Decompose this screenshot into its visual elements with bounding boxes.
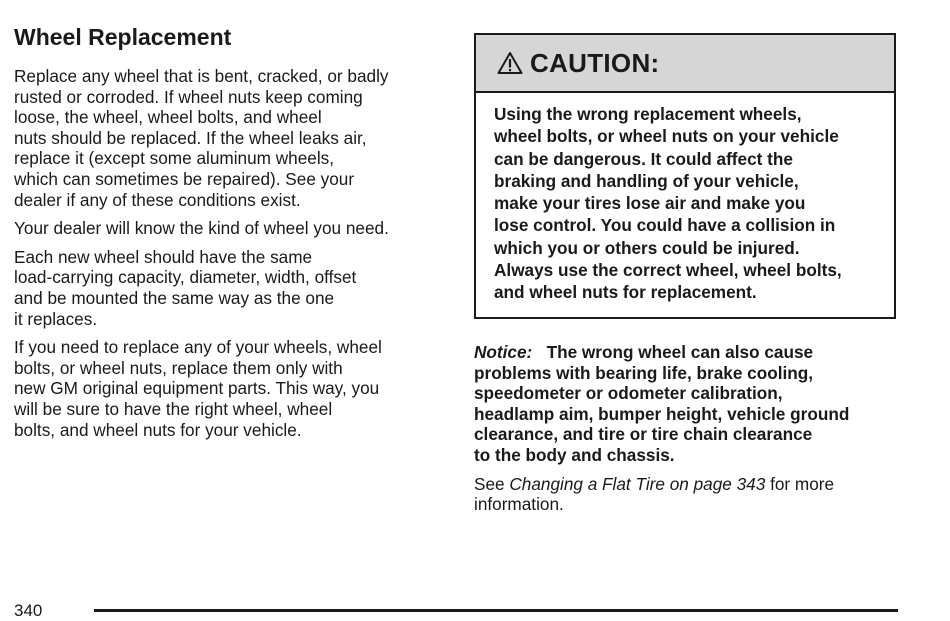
- text-line: dealer if any of these conditions exist.: [14, 189, 301, 210]
- text-line: loose, the wheel, wheel bolts, and wheel: [14, 107, 322, 128]
- text-line: it replaces.: [14, 308, 98, 329]
- paragraph-dealer: [14, 218, 444, 239]
- text-line: rusted or corroded. If wheel nuts keep coming: [14, 86, 363, 107]
- paragraph-wheel-damage: [14, 66, 444, 210]
- left-column: [14, 22, 444, 448]
- text-line: Each new wheel should have the same: [14, 246, 313, 267]
- text-line: bolts, or wheel nuts, replace them only with: [14, 357, 343, 378]
- text-line: load-carrying capacity, diameter, width, offset: [14, 267, 357, 288]
- caution-body: [476, 93, 894, 304]
- notice-line: speedometer or odometer calibration,: [474, 383, 783, 404]
- text-line: replace it (except some aluminum wheels,: [14, 148, 335, 169]
- paragraph-new-wheel-specs: [14, 247, 444, 329]
- caution-line: can be dangerous. It could affect the: [494, 148, 793, 169]
- caution-line: lose control. You could have a collision in: [494, 215, 836, 236]
- caution-line: make your tires lose air and make you: [494, 193, 806, 214]
- see-suffix: for more: [765, 473, 835, 494]
- right-column: [474, 342, 914, 515]
- notice-line: problems with bearing life, brake cooling,: [474, 362, 814, 383]
- text-line: new GM original equipment parts. This way, you: [14, 378, 380, 399]
- see-prefix: See: [474, 473, 510, 494]
- notice-label: Notice:: [474, 342, 533, 362]
- text-line: bolts, and wheel nuts for your vehicle.: [14, 419, 302, 440]
- notice-line: to the body and chassis.: [474, 444, 675, 465]
- see-reference-paragraph: [474, 474, 914, 515]
- caution-line: which you or others could be injured.: [494, 237, 800, 258]
- caution-line: braking and handling of your vehicle,: [494, 170, 799, 191]
- text-line: nuts should be replaced. If the wheel leaks air,: [14, 127, 367, 148]
- section-title: Wheel Replacement: [14, 24, 232, 50]
- warning-triangle-icon: [496, 50, 524, 76]
- caution-line: wheel bolts, or wheel nuts on your vehicle: [494, 126, 839, 147]
- paragraph-gm-parts: [14, 337, 444, 440]
- caution-header: [476, 35, 894, 93]
- notice-line: headlamp aim, bumper height, vehicle ground: [474, 403, 850, 424]
- footer-rule: [94, 609, 898, 612]
- notice-text: The wrong wheel can also cause: [546, 342, 814, 362]
- cross-reference-link[interactable]: Changing a Flat Tire on page 343: [509, 473, 766, 494]
- text-line: If you need to replace any of your wheels, wheel: [14, 337, 382, 358]
- text-line: Your dealer will know the kind of wheel you need.: [14, 218, 389, 239]
- text-line: Replace any wheel that is bent, cracked, or badly: [14, 66, 389, 86]
- text-line: and be mounted the same way as the one: [14, 287, 335, 308]
- text-line: which can sometimes be repaired). See your: [14, 168, 355, 189]
- caution-title: CAUTION:: [530, 47, 660, 78]
- notice-line: clearance, and tire or tire chain clearance: [474, 424, 813, 445]
- notice-first-line: [474, 342, 914, 363]
- page-number: 340: [14, 601, 43, 620]
- caution-box: [474, 33, 896, 319]
- caution-line: and wheel nuts for replacement.: [494, 282, 757, 303]
- caution-line: Using the wrong replacement wheels,: [494, 104, 802, 124]
- see-first-line: [474, 474, 914, 495]
- caution-line: Always use the correct wheel, wheel bolts,: [494, 260, 842, 281]
- text-line: will be sure to have the right wheel, wheel: [14, 398, 333, 419]
- see-second-line: information.: [474, 494, 564, 515]
- notice-paragraph: [474, 342, 914, 466]
